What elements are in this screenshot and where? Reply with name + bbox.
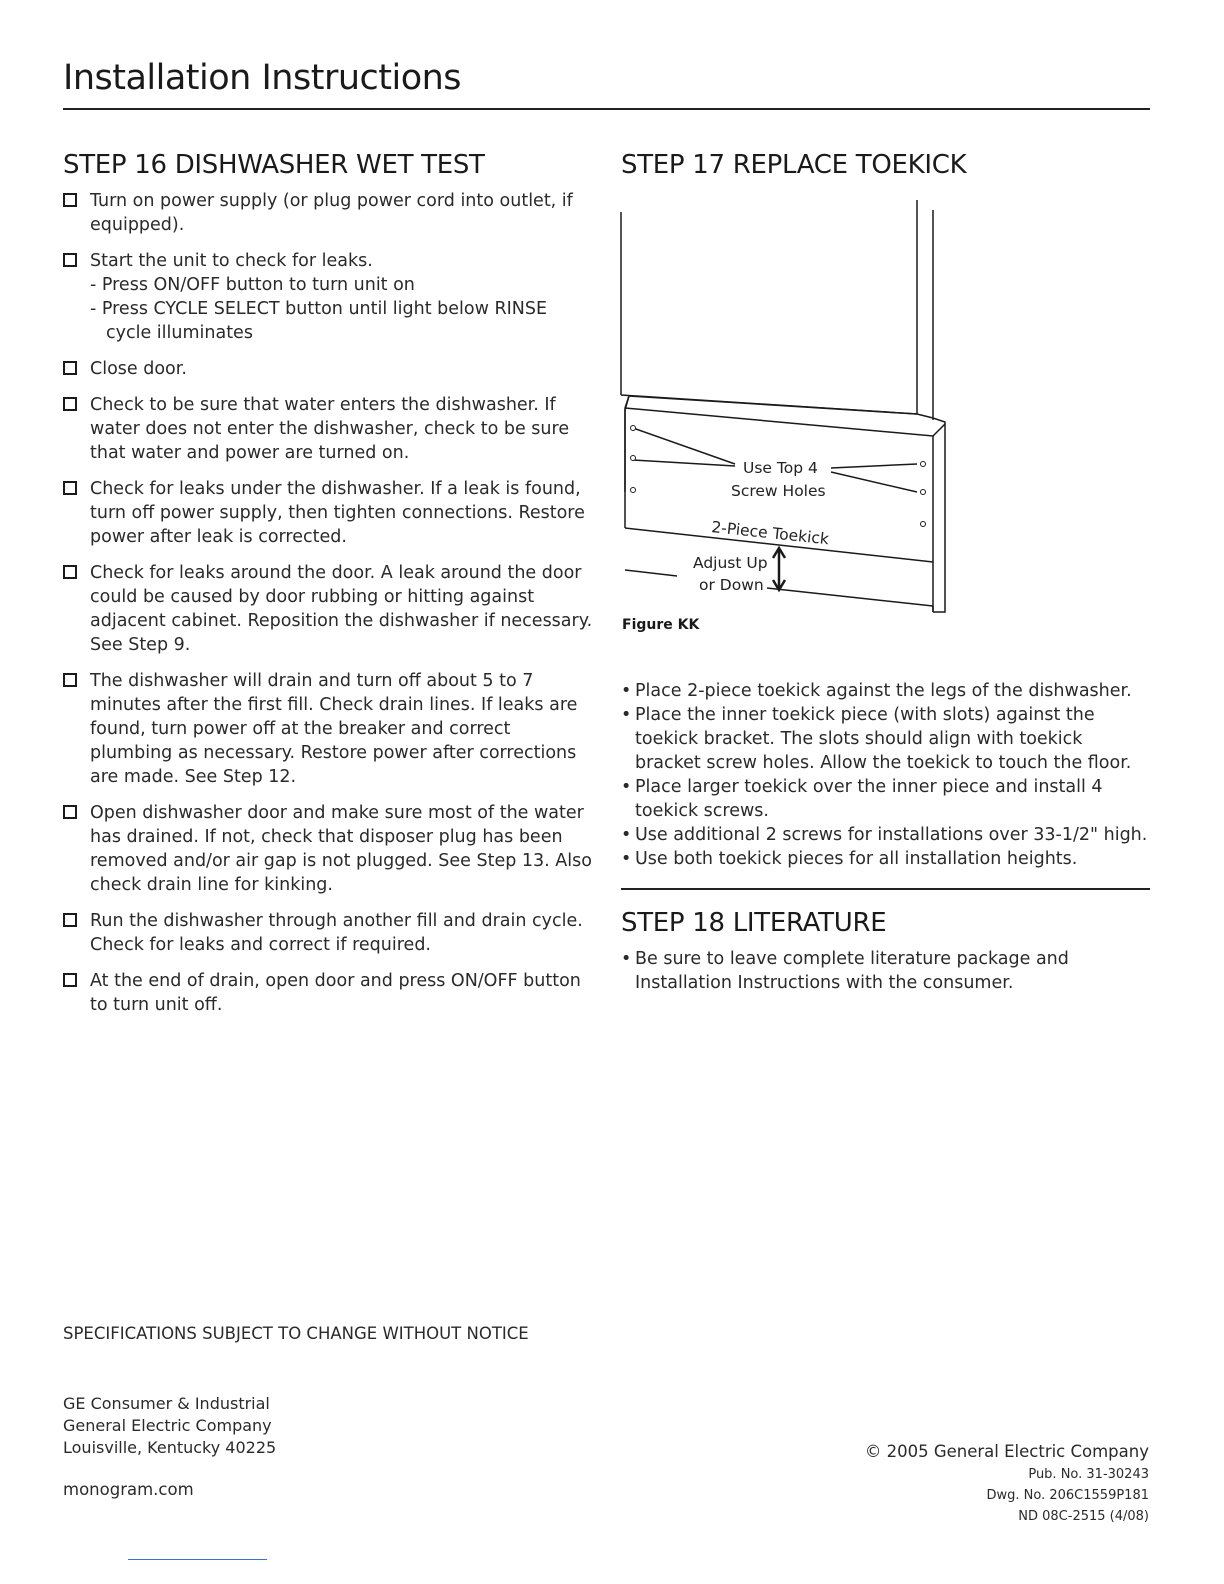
company-line: GE Consumer & Industrial [63,1394,270,1413]
checklist-item-text: Open dishwasher door and make sure most of the water has drained. If not, check that disposer plug has been removed and/or air gap is not plugged. See Step 13. Also check drain line for kinking. [90,803,592,895]
bullet-icon: • [621,777,632,797]
figure-label-toekick: 2-Piece Toekick [710,518,830,549]
checklist-item-text: Check to be sure that water enters the dishwasher. If water does not enter the dishwasher, check to be sure that water and power are turned on. [90,395,570,463]
checklist-item-text: Check for leaks around the door. A leak around the door could be caused by door rubbing or hitting against adjacent cabinet. Reposition the dishwasher if necessary. See Step 9. [90,563,593,655]
checklist-item-text: Start the unit to check for leaks. [90,251,373,271]
bullet-icon: • [621,949,632,969]
step17-heading: STEP 17 REPLACE TOEKICK [621,150,967,180]
screw-hole-icon [631,456,636,461]
bullet-icon: • [621,681,632,701]
bullet-item [621,775,1151,823]
bullet-text: Be sure to leave complete literature package and Installation Instructions with the consumer. [635,949,1069,993]
checklist-item-text: Run the dishwasher through another fill and drain cycle. Check for leaks and correct if required. [90,911,583,955]
checkbox-icon[interactable] [63,673,77,687]
section-divider [621,888,1150,890]
bullet-text: Place larger toekick over the inner piece and install 4 toekick screws. [635,777,1103,821]
pub-number: Pub. No. 31-30243 [1028,1467,1149,1482]
checklist-item-text: The dishwasher will drain and turn off about 5 to 7 minutes after the first fill. Check drain lines. If leaks are found, turn power off at the breaker and correct plumbing as necessary. Restore power after corrections are made. See Step 12. [90,671,578,787]
checklist-item [63,561,595,657]
bullet-text: Place the inner toekick piece (with slots) against the toekick bracket. The slots should align with toekick bracket screw holes. Allow the toekick to touch the floor. [635,705,1132,773]
company-line: Louisville, Kentucky 40225 [63,1438,277,1457]
link-underline [128,1559,267,1560]
screw-hole-icon [631,488,636,493]
checklist-item-text: At the end of drain, open door and press ON/OFF button to turn unit off. [90,971,581,1015]
figure-caption: Figure KK [622,617,700,633]
checklist-item-text: - Press ON/OFF button to turn unit on [90,275,415,295]
checklist-item-text: - Press CYCLE SELECT button until light below RINSE cycle illuminates [90,299,548,343]
bullet-icon: • [621,705,632,725]
bullet-item [621,947,1151,995]
page-title: Installation Instructions [63,58,462,98]
bullet-item [621,703,1151,775]
copyright: © 2005 General Electric Company [864,1442,1149,1461]
checkbox-icon[interactable] [63,193,77,207]
checklist-item [63,909,595,957]
checkbox-icon[interactable] [63,565,77,579]
checkbox-icon[interactable] [63,973,77,987]
step18-bullet-list [621,947,1151,995]
step17-bullet-list [621,679,1151,871]
bullet-item [621,847,1151,871]
checklist-item [63,393,595,465]
checklist-item [63,189,595,237]
checklist-item [63,249,595,345]
screw-hole-icon [921,490,926,495]
checkbox-icon[interactable] [63,397,77,411]
step18-heading: STEP 18 LITERATURE [621,908,887,938]
bullet-icon: • [621,825,632,845]
bullet-item [621,679,1151,703]
website-link[interactable]: monogram.com [63,1480,194,1499]
figure-label-screws-2: Screw Holes [731,482,826,500]
title-divider [63,108,1150,110]
checklist-item [63,801,595,897]
toekick-figure [617,192,957,622]
bullet-text: Use additional 2 screws for installations over 33-1/2" high. [635,825,1148,845]
bullet-text: Place 2-piece toekick against the legs of the dishwasher. [635,681,1132,701]
toekick-outline [629,396,945,612]
screw-hole-icon [631,426,636,431]
checkbox-icon[interactable] [63,361,77,375]
publication-info [865,1440,1149,1527]
company-address [63,1393,276,1459]
checkbox-icon[interactable] [63,805,77,819]
bullet-icon: • [621,849,632,869]
checkbox-icon[interactable] [63,913,77,927]
bullet-item [621,823,1151,847]
figure-label-screws-1: Use Top 4 [743,459,818,477]
drawing-number: Dwg. No. 206C1559P181 [986,1488,1149,1503]
checklist-item [63,669,595,789]
screw-hole-icon [921,522,926,527]
checkbox-icon[interactable] [63,481,77,495]
step16-checklist [63,189,595,1017]
figure-label-adjust-1: Adjust Up [693,554,768,572]
figure-label-adjust-2: or Down [699,576,764,594]
checklist-item-text: Turn on power supply (or plug power cord into outlet, if equipped). [90,191,573,235]
screw-hole-icon [921,462,926,467]
checklist-item [63,477,595,549]
checklist-item-text: Close door. [90,359,187,379]
step16-heading: STEP 16 DISHWASHER WET TEST [63,150,485,180]
checklist-item [63,357,595,381]
company-line: General Electric Company [63,1416,272,1435]
bullet-text: Use both toekick pieces for all installation heights. [635,849,1078,869]
nd-number: ND 08C-2515 (4/08) [1018,1509,1149,1524]
checkbox-icon[interactable] [63,253,77,267]
specifications-note: SPECIFICATIONS SUBJECT TO CHANGE WITHOUT NOTICE [63,1324,529,1343]
checklist-item [63,969,595,1017]
checklist-item-text: Check for leaks under the dishwasher. If a leak is found, turn off power supply, then tighten connections. Restore power after leak is corrected. [90,479,585,547]
